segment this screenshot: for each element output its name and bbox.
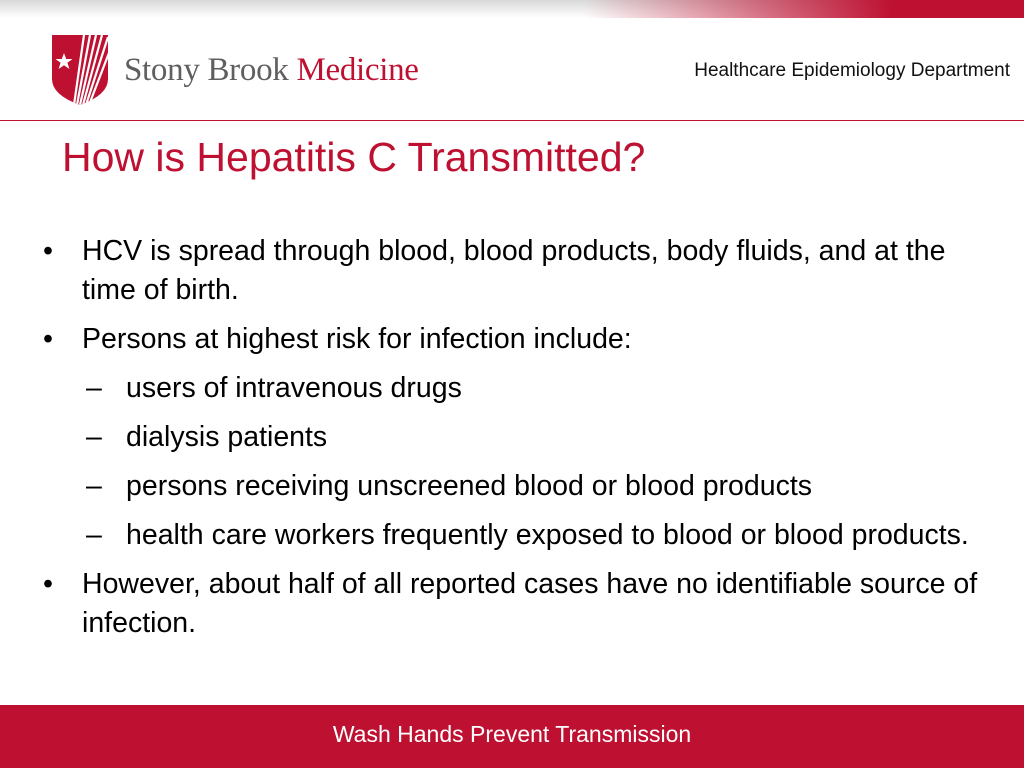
stony-brook-medicine-logo xyxy=(50,32,419,108)
bullet-item xyxy=(40,565,980,643)
sub-bullet-item: – persons receiving unscreened blood or blood products xyxy=(82,467,980,506)
star-shield-icon xyxy=(50,33,110,107)
footer-slogan: Wash Hands Prevent Transmission xyxy=(332,721,692,747)
sub-bullet-item: – health care workers frequently exposed to blood or blood products. xyxy=(82,516,980,555)
sub-bullet-item: – dialysis patients xyxy=(82,418,980,457)
sub-bullet-item: – users of intravenous drugs xyxy=(82,369,980,408)
logo-accent: Medicine xyxy=(296,51,419,88)
bullet-text: Persons at highest risk for infection include: xyxy=(82,323,632,355)
bullet-list xyxy=(40,232,980,653)
logo-name: Stony Brook xyxy=(124,51,289,88)
header-divider xyxy=(0,120,1024,121)
bullet-item xyxy=(40,320,980,555)
slide-title: How is Hepatitis C Transmitted? xyxy=(62,134,646,180)
bullet-item xyxy=(40,232,980,310)
department-name: Healthcare Epidemiology Department xyxy=(694,60,1010,81)
logo-wordmark xyxy=(124,52,419,89)
footer-bar xyxy=(0,705,1024,768)
bullet-text: However, about half of all reported cases have no identifiable source of infection. xyxy=(82,568,978,639)
bullet-text: HCV is spread through blood, blood products, body fluids, and at the time of birth. xyxy=(82,235,946,306)
sub-bullet-list xyxy=(82,369,980,555)
top-decorative-band xyxy=(0,0,1024,18)
